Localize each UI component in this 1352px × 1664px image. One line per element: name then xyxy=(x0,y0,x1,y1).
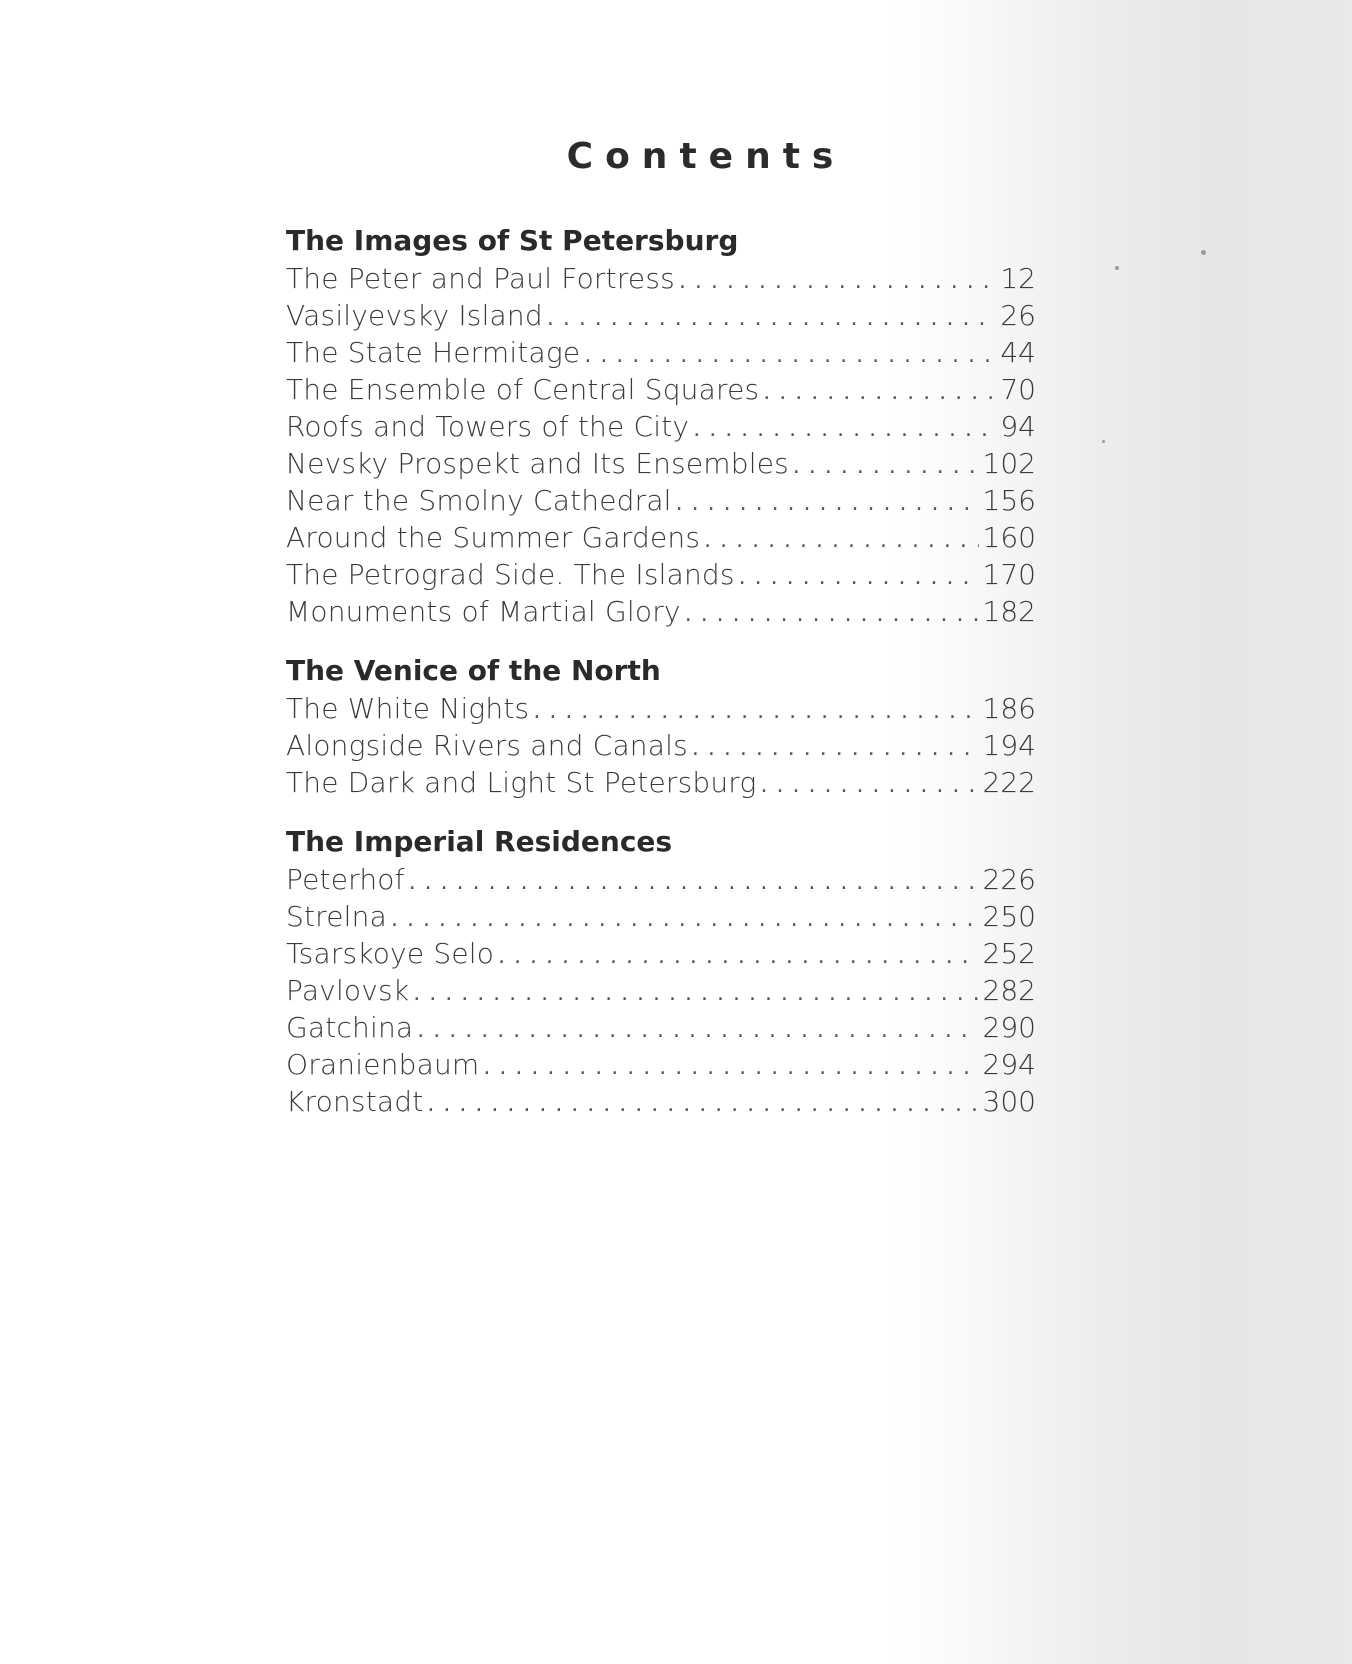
entry-page-number: 160 xyxy=(982,521,1036,554)
paper-speck xyxy=(1102,440,1105,443)
toc-section xyxy=(286,222,1036,630)
entry-page-number: 282 xyxy=(982,974,1036,1007)
toc-section xyxy=(286,652,1036,801)
entry-page-number: 102 xyxy=(982,447,1036,480)
entry-label: Alongside Rivers and Canals xyxy=(286,729,688,762)
entry-label: The Peter and Paul Fortress xyxy=(286,262,675,295)
entry-page-number: 70 xyxy=(1000,373,1036,406)
leader-dots xyxy=(763,374,996,411)
entry-label: Strelna xyxy=(286,900,387,933)
entry-label: The Ensemble of Central Squares xyxy=(286,373,760,406)
leader-dots xyxy=(739,559,979,596)
toc-entry xyxy=(286,593,1036,630)
entry-label: Nevsky Prospekt and Its Ensembles xyxy=(286,447,789,480)
entry-label: Gatchina xyxy=(286,1011,414,1044)
entry-page-number: 182 xyxy=(982,595,1036,628)
leader-dots xyxy=(685,596,979,633)
entry-page-number: 250 xyxy=(982,900,1036,933)
toc-entry xyxy=(286,935,1036,972)
leader-dots xyxy=(391,901,979,938)
entry-page-number: 94 xyxy=(1000,410,1036,443)
entry-page-number: 44 xyxy=(1000,336,1036,369)
leader-dots xyxy=(413,975,978,1012)
leader-dots xyxy=(498,938,978,975)
page-title: Contents xyxy=(566,136,846,177)
toc-entry xyxy=(286,727,1036,764)
toc-entry xyxy=(286,898,1036,935)
leader-dots xyxy=(692,730,979,767)
leader-dots xyxy=(676,485,979,522)
entry-label: The Petrograd Side. The Islands xyxy=(286,558,735,591)
entry-label: Around the Summer Gardens xyxy=(286,521,701,554)
entry-page-number: 156 xyxy=(982,484,1036,517)
entry-label: Vasilyevsky Island xyxy=(286,299,543,332)
entry-page-number: 226 xyxy=(982,863,1036,896)
entry-label: The Dark and Light St Petersburg xyxy=(286,766,757,799)
entry-page-number: 12 xyxy=(1000,262,1036,295)
leader-dots xyxy=(793,448,979,485)
toc-entry xyxy=(286,260,1036,297)
entry-label: Peterhof xyxy=(286,863,405,896)
entry-label: Tsarskoye Selo xyxy=(286,937,495,970)
entry-page-number: 300 xyxy=(982,1085,1036,1118)
toc-entry xyxy=(286,690,1036,727)
toc-entry xyxy=(286,1009,1036,1046)
paper-speck xyxy=(1201,250,1206,255)
entry-label: Near the Smolny Cathedral xyxy=(286,484,672,517)
entry-page-number: 290 xyxy=(982,1011,1036,1044)
leader-dots xyxy=(547,300,997,337)
toc-entry xyxy=(286,556,1036,593)
paper-speck xyxy=(1115,266,1119,270)
toc-entry xyxy=(286,861,1036,898)
entry-page-number: 252 xyxy=(982,937,1036,970)
entry-page-number: 186 xyxy=(982,692,1036,725)
leader-dots xyxy=(409,864,979,901)
entry-label: The State Hermitage xyxy=(286,336,581,369)
entry-page-number: 294 xyxy=(982,1048,1036,1081)
entry-label: Roofs and Towers of the City xyxy=(286,410,690,443)
entry-label: Oranienbaum xyxy=(286,1048,480,1081)
leader-dots xyxy=(417,1012,978,1049)
toc-entry xyxy=(286,408,1036,445)
section-title: The Venice of the North xyxy=(286,654,661,687)
toc-entry xyxy=(286,371,1036,408)
entry-label: Monuments of Martial Glory xyxy=(286,595,681,628)
toc-section xyxy=(286,823,1036,1120)
leader-dots xyxy=(761,767,979,804)
toc-entry xyxy=(286,482,1036,519)
toc-entry xyxy=(286,972,1036,1009)
entry-label: The White Nights xyxy=(286,692,530,725)
leader-dots xyxy=(693,411,996,448)
section-title: The Images of St Petersburg xyxy=(286,224,739,257)
leader-dots xyxy=(533,693,978,730)
toc-entry xyxy=(286,519,1036,556)
entry-page-number: 194 xyxy=(982,729,1036,762)
toc-entry xyxy=(286,1046,1036,1083)
table-of-contents xyxy=(286,222,1036,1142)
section-title: The Imperial Residences xyxy=(286,825,673,858)
leader-dots xyxy=(584,337,996,374)
entry-page-number: 222 xyxy=(982,766,1036,799)
toc-entry xyxy=(286,445,1036,482)
toc-entry xyxy=(286,334,1036,371)
leader-dots xyxy=(427,1086,978,1123)
entry-page-number: 170 xyxy=(982,558,1036,591)
toc-entry xyxy=(286,764,1036,801)
entry-label: Kronstadt xyxy=(286,1085,424,1118)
toc-entry xyxy=(286,297,1036,334)
entry-page-number: 26 xyxy=(1000,299,1036,332)
leader-dots xyxy=(704,522,978,559)
entry-label: Pavlovsk xyxy=(286,974,410,1007)
leader-dots xyxy=(679,263,996,300)
leader-dots xyxy=(483,1049,978,1086)
toc-entry xyxy=(286,1083,1036,1120)
